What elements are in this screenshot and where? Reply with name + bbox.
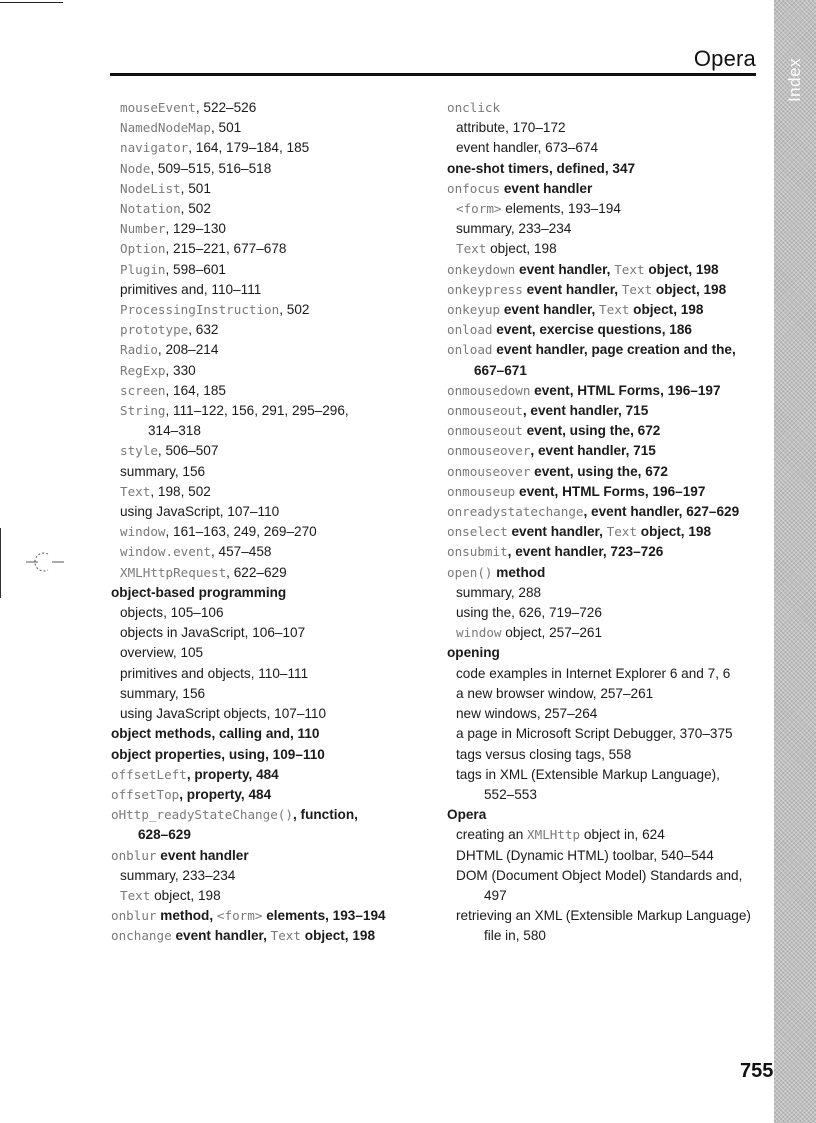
entry-text: primitives and objects, 110–111 — [120, 665, 309, 681]
entry-text: DHTML (Dynamic HTML) toolbar, 540–544 — [456, 847, 714, 863]
index-entry — [447, 199, 767, 219]
index-entry — [447, 280, 767, 300]
entry-text: summary, 156 — [120, 463, 206, 479]
index-entry — [447, 866, 767, 886]
entry-text: 552–553 — [484, 786, 537, 802]
entry-text: objects, 105–106 — [120, 605, 224, 621]
code-term: open() — [447, 564, 493, 580]
entry-text: , event handler, 715 — [522, 403, 649, 419]
entry-text: , 622–629 — [226, 564, 287, 580]
entry-text: object, 198 — [644, 261, 719, 277]
code-term: NamedNodeMap — [120, 120, 211, 136]
index-entry — [447, 563, 767, 583]
entry-text: using the, 626, 719–726 — [456, 605, 602, 621]
code-term: window.event — [120, 544, 211, 560]
entry-text: , function, — [292, 807, 358, 823]
index-entry — [447, 219, 767, 239]
index-entry — [447, 542, 767, 562]
entry-text: code examples in Internet Explorer 6 and 7, 6 — [456, 665, 731, 681]
entry-text: tags in XML (Extensible Markup Language), — [456, 766, 720, 782]
entry-text: event handler — [500, 180, 593, 196]
entry-text: , 161–163, 249, 269–270 — [165, 524, 317, 540]
code-term: onblur — [111, 847, 157, 863]
code-term: Number — [120, 221, 166, 237]
entry-text: , 522–526 — [195, 100, 257, 115]
index-entry — [447, 724, 767, 744]
entry-text: using JavaScript objects, 107–110 — [120, 706, 327, 722]
index-entry — [447, 482, 767, 502]
index-entry — [447, 441, 767, 461]
entry-text: , 208–214 — [157, 342, 219, 358]
entry-text: method, — [156, 908, 217, 924]
entry-text: event handler, — [507, 524, 607, 540]
entry-text: , 330 — [165, 362, 196, 378]
entry-text: , event handler, 715 — [530, 443, 656, 459]
code-term: Plugin — [120, 261, 166, 277]
index-entry — [447, 805, 767, 825]
entry-text: 667–671 — [474, 362, 527, 378]
index-entry — [111, 320, 431, 340]
index-entry — [111, 199, 431, 219]
side-tab-text: Index — [785, 57, 804, 103]
entry-text: event, using the, 672 — [522, 423, 661, 439]
index-column-left — [111, 98, 431, 947]
code-term: onmouseup — [447, 483, 516, 499]
index-entry — [447, 340, 767, 360]
index-entry — [111, 866, 431, 886]
entry-text: attribute, 170–172 — [456, 120, 566, 136]
code-term: <form> — [456, 201, 502, 217]
entry-text: object, 198 — [636, 524, 712, 540]
entry-text: , property, 484 — [186, 766, 279, 782]
entry-text: summary, 288 — [456, 584, 542, 600]
code-term: onload — [447, 322, 493, 338]
code-term: Text — [120, 887, 151, 903]
entry-text: DOM (Document Object Model) Standards and, — [456, 867, 743, 883]
entry-text: event, HTML Forms, 196–197 — [515, 483, 706, 499]
code-term: onchange — [111, 928, 172, 944]
code-term: onselect — [447, 524, 508, 540]
page-number: 755 — [740, 1060, 774, 1082]
entry-text: object, 198 — [150, 887, 221, 903]
entry-text: primitives and, 110–111 — [120, 281, 262, 297]
index-entry — [447, 846, 767, 866]
code-term: Option — [120, 241, 166, 257]
index-entry — [111, 603, 431, 623]
entry-text: object, 198 — [629, 302, 704, 318]
entry-text: creating an — [456, 827, 528, 843]
index-entry — [447, 522, 767, 542]
code-term: offsetTop — [111, 786, 180, 802]
entry-text: object methods, calling and, 110 — [111, 726, 320, 742]
code-term: <form> — [216, 908, 263, 924]
entry-text: , property, 484 — [179, 786, 272, 802]
index-entry — [447, 118, 767, 138]
side-tab-label — [774, 50, 816, 110]
entry-text: , 164, 179–184, 185 — [188, 140, 310, 156]
index-entry — [447, 684, 767, 704]
entry-text: one-shot timers, defined, 347 — [447, 160, 636, 176]
index-entry — [447, 906, 767, 926]
index-entry — [111, 906, 431, 926]
entry-text: event handler, — [515, 261, 615, 277]
index-entry — [111, 421, 431, 441]
index-entry — [447, 583, 767, 603]
index-entry — [447, 623, 767, 643]
entry-text: event, HTML Forms, 196–197 — [530, 382, 721, 398]
index-entry — [111, 563, 431, 583]
entry-text: summary, 233–234 — [456, 221, 572, 237]
code-term: screen — [120, 382, 166, 398]
index-entry — [111, 724, 431, 744]
entry-text: , 501 — [180, 180, 211, 196]
code-term: navigator — [120, 140, 189, 156]
entry-text: object, 198 — [486, 241, 557, 257]
index-entry — [447, 300, 767, 320]
index-entry — [447, 926, 767, 946]
index-entry — [111, 765, 431, 785]
index-entry — [111, 361, 431, 381]
code-term: window — [456, 625, 502, 641]
index-entry — [111, 664, 431, 684]
index-entry — [111, 785, 431, 805]
index-entry — [447, 664, 767, 684]
index-entry — [111, 381, 431, 401]
code-term: onkeypress — [447, 281, 523, 297]
index-entry — [447, 643, 767, 663]
index-entry — [111, 441, 431, 461]
registration-mark-icon — [26, 548, 66, 576]
index-entry — [111, 745, 431, 765]
entry-text: object in, 624 — [580, 827, 665, 843]
index-entry — [447, 421, 767, 441]
code-term: Text — [621, 281, 653, 297]
index-entry — [111, 118, 431, 138]
index-entry — [447, 704, 767, 724]
entry-text: 497 — [484, 887, 507, 903]
index-entry — [447, 98, 767, 118]
entry-text: , 502 — [180, 201, 211, 217]
index-entry — [111, 846, 431, 866]
index-entry — [111, 886, 431, 906]
index-entry — [111, 704, 431, 724]
entry-text: summary, 233–234 — [120, 867, 236, 883]
index-entry — [447, 260, 767, 280]
entry-text: object, 198 — [652, 281, 727, 297]
code-term: Text — [606, 524, 637, 540]
entry-text: event handler — [156, 847, 249, 863]
entry-text: , 598–601 — [165, 261, 226, 277]
index-entry — [447, 159, 767, 179]
index-entry — [111, 159, 431, 179]
entry-text: a page in Microsoft Script Debugger, 370–375 — [456, 726, 733, 742]
entry-text: event handler, — [500, 302, 600, 318]
header-rule — [110, 73, 756, 76]
entry-text: retrieving an XML (Extensible Markup Language) — [456, 908, 751, 924]
code-term: Node — [120, 160, 151, 176]
entry-text: event handler, 673–674 — [456, 140, 599, 156]
index-entry — [447, 381, 767, 401]
index-entry — [111, 462, 431, 482]
index-entry — [111, 825, 431, 845]
code-term: onload — [447, 342, 493, 358]
index-entry — [447, 401, 767, 421]
entry-text: object properties, using, 109–110 — [111, 746, 325, 762]
entry-text: , 502 — [279, 302, 310, 318]
index-entry — [447, 765, 767, 785]
entry-text: event handler, — [171, 928, 271, 944]
index-entry — [447, 502, 767, 522]
code-term: onblur — [111, 908, 157, 924]
code-term: Text — [270, 928, 301, 944]
index-entry — [447, 239, 767, 259]
index-entry — [447, 825, 767, 845]
index-entry — [111, 280, 431, 300]
entry-text: , 506–507 — [157, 443, 219, 459]
code-term: onclick — [447, 100, 501, 115]
index-entry — [111, 926, 431, 946]
code-term: onmouseover — [447, 463, 531, 479]
index-entry — [111, 623, 431, 643]
crop-mark-top — [0, 2, 63, 3]
entry-text: method — [492, 564, 546, 580]
running-head: Opera — [693, 46, 756, 71]
code-term: style — [120, 443, 158, 459]
code-term: offsetLeft — [111, 766, 187, 782]
index-column-right — [447, 98, 767, 947]
code-term: oHttp_readyStateChange() — [111, 807, 293, 823]
entry-text: a new browser window, 257–261 — [456, 685, 654, 701]
index-entry — [111, 805, 431, 825]
entry-text: , event handler, 627–629 — [583, 504, 740, 520]
crop-mark-left — [0, 528, 1, 598]
code-term: XMLHttp — [527, 827, 581, 843]
code-term: onfocus — [447, 180, 501, 196]
index-entry — [447, 361, 767, 381]
index-entry — [447, 179, 767, 199]
index-entry — [111, 583, 431, 603]
index-entry — [111, 542, 431, 562]
entry-text: Opera — [447, 807, 487, 823]
entry-text: , 215–221, 677–678 — [165, 241, 287, 257]
index-entry — [111, 98, 431, 118]
code-term: onreadystatechange — [447, 504, 584, 520]
index-entry — [111, 219, 431, 239]
index-entry — [111, 522, 431, 542]
entry-text: , 509–515, 516–518 — [150, 160, 272, 176]
entry-text: , 198, 502 — [150, 483, 211, 499]
entry-text: object, 257–261 — [501, 625, 603, 641]
index-entry — [111, 260, 431, 280]
entry-text: overview, 105 — [120, 645, 204, 661]
index-entry — [111, 340, 431, 360]
code-term: Text — [456, 241, 487, 257]
index-entry — [447, 603, 767, 623]
entry-text: elements, 193–194 — [262, 908, 386, 924]
index-entry — [111, 179, 431, 199]
index-entry — [447, 462, 767, 482]
entry-text: , 501 — [211, 120, 242, 136]
index-entry — [111, 502, 431, 522]
code-term: onkeydown — [447, 261, 516, 277]
index-entry — [111, 401, 431, 421]
entry-text: event, using the, 672 — [530, 463, 668, 479]
code-term: onmouseout — [447, 423, 523, 439]
code-term: onmousedown — [447, 382, 531, 398]
code-term: String — [120, 403, 166, 419]
code-term: NodeList — [120, 180, 181, 196]
entry-text: , 111–122, 156, 291, 295–296, — [165, 403, 349, 419]
entry-text: , 632 — [188, 322, 219, 338]
code-term: Radio — [120, 342, 158, 358]
code-term: Text — [120, 483, 151, 499]
entry-text: summary, 156 — [120, 685, 206, 701]
entry-text: , 457–458 — [211, 544, 272, 560]
entry-text: opening — [447, 645, 500, 661]
index-entry — [111, 300, 431, 320]
index-entry — [447, 138, 767, 158]
code-term: XMLHttpRequest — [120, 564, 227, 580]
entry-text: object, 198 — [300, 928, 376, 944]
code-term: Notation — [120, 201, 181, 217]
code-term: onmouseout — [447, 403, 523, 419]
entry-text: new windows, 257–264 — [456, 706, 598, 722]
code-term: onkeyup — [447, 302, 501, 318]
entry-text: 628–629 — [138, 827, 191, 843]
entry-text: , event handler, 723–726 — [507, 544, 664, 560]
code-term: onsubmit — [447, 544, 508, 560]
entry-text: tags versus closing tags, 558 — [456, 746, 632, 762]
index-entry — [111, 239, 431, 259]
entry-text: object-based programming — [111, 584, 287, 600]
index-entry — [447, 745, 767, 765]
index-entry — [447, 886, 767, 906]
index-entry — [447, 785, 767, 805]
code-term: prototype — [120, 322, 189, 338]
entry-text: 314–318 — [148, 423, 201, 439]
index-entry — [111, 684, 431, 704]
index-entry — [111, 482, 431, 502]
index-entry — [111, 138, 431, 158]
code-term: Text — [614, 261, 645, 277]
code-term: Text — [599, 302, 630, 318]
code-term: RegExp — [120, 362, 166, 378]
entry-text: event handler, page creation and the, — [492, 342, 736, 358]
index-entry — [111, 643, 431, 663]
entry-text: event handler, — [522, 281, 622, 297]
code-term: onmouseover — [447, 443, 531, 459]
code-term: ProcessingInstruction — [120, 302, 280, 318]
entry-text: , 129–130 — [165, 221, 226, 237]
entry-text: elements, 193–194 — [501, 201, 621, 217]
index-side-tab — [774, 0, 816, 1123]
code-term: mouseEvent — [120, 100, 196, 115]
entry-text: file in, 580 — [484, 928, 546, 944]
index-entry — [447, 320, 767, 340]
entry-text: using JavaScript, 107–110 — [120, 504, 280, 520]
entry-text: objects in JavaScript, 106–107 — [120, 625, 306, 641]
entry-text: , 164, 185 — [165, 382, 226, 398]
entry-text: event, exercise questions, 186 — [492, 322, 692, 338]
code-term: window — [120, 524, 166, 540]
